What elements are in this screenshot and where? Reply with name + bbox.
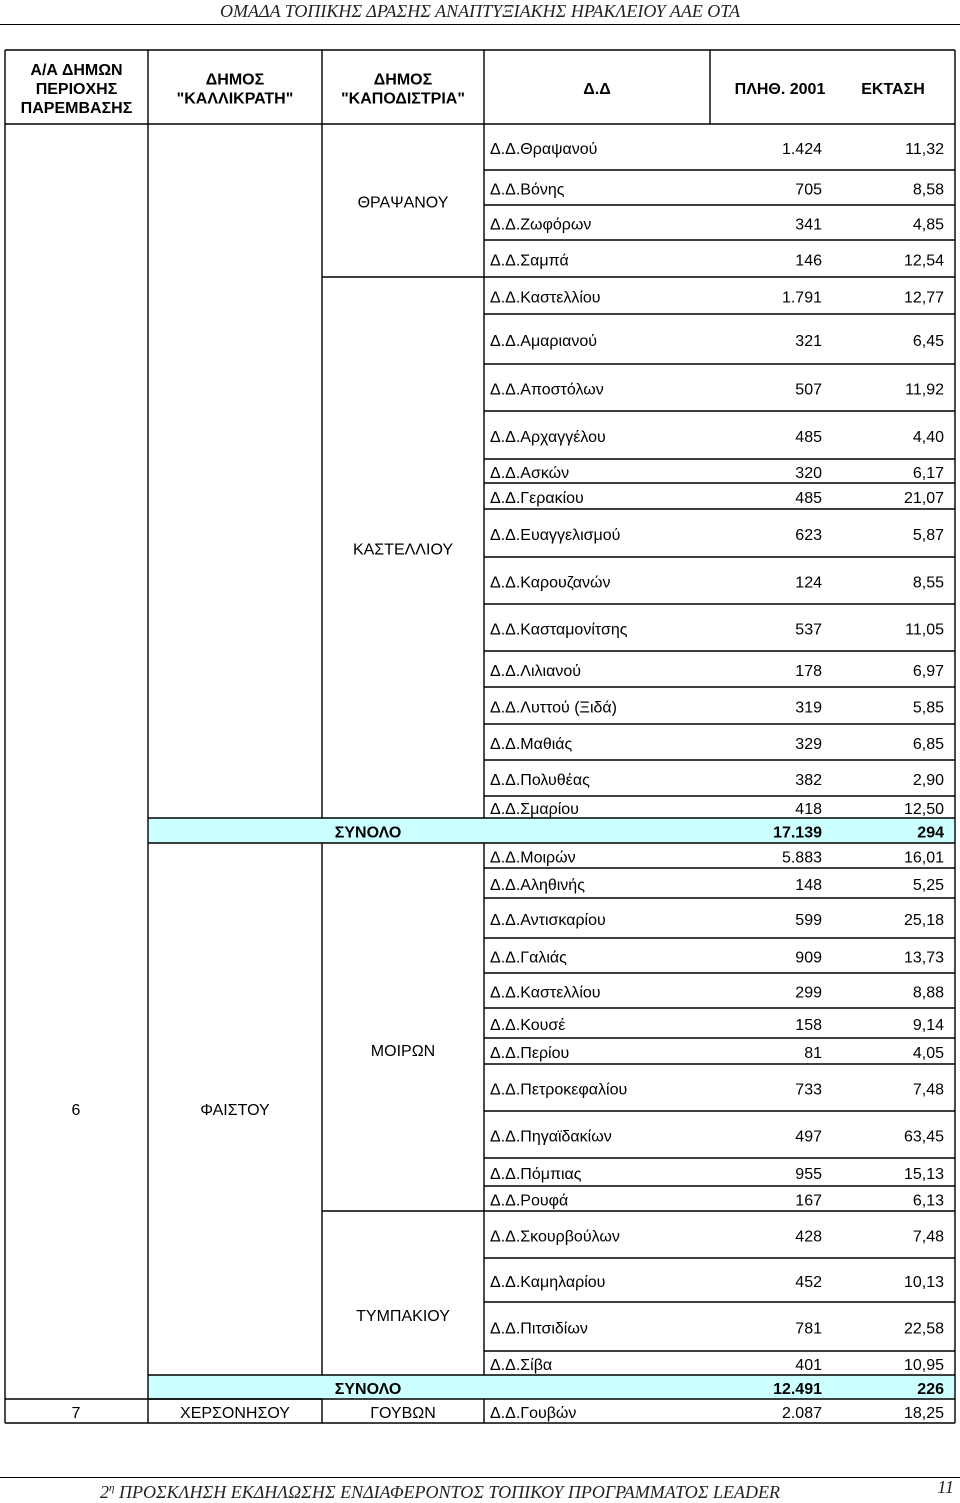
header-kallikratis: "ΚΑΛΛΙΚΡΑΤΗ" (176, 90, 294, 108)
population-value: 320 (795, 465, 822, 482)
area-value: 12,54 (903, 252, 944, 270)
area-value: 6,17 (912, 465, 944, 482)
dd-name: Δ.Δ.Περίου (490, 1045, 570, 1062)
area-value: 16,01 (903, 849, 944, 867)
total-area: 226 (917, 1381, 944, 1398)
area-value: 4,40 (912, 429, 944, 446)
dd-name: Δ.Δ.Πηγαϊδακίων (490, 1128, 612, 1146)
dd-name: Δ.Δ.Πιτσιδίων (490, 1320, 588, 1338)
footer-prefix: 2 (100, 1482, 109, 1502)
dd-name: Δ.Δ.Σμαρίου (490, 801, 579, 818)
area-value: 5,25 (912, 877, 944, 894)
total-population: 12.491 (773, 1381, 822, 1398)
area-value: 15,13 (903, 1166, 944, 1183)
population-value: 146 (795, 252, 822, 270)
dd-name: Δ.Δ.Ευαγγελισμού (490, 527, 621, 544)
area-value: 7,48 (912, 1081, 944, 1099)
population-value: 329 (795, 736, 822, 753)
area-value: 6,85 (912, 736, 944, 753)
group-tympakiou: ΤΥΜΠΑΚΙΟΥ (356, 1308, 450, 1325)
total-population: 17.139 (773, 824, 822, 842)
population-value: 1.791 (781, 289, 822, 307)
area-value: 63,45 (903, 1128, 944, 1146)
municipality-name: ΦΑΙΣΤΟΥ (200, 1102, 270, 1119)
municipality-name: ΧΕΡΣΟΝΗΣΟΥ (180, 1405, 290, 1422)
area-value: 22,58 (903, 1320, 944, 1338)
area-value: 5,87 (912, 527, 944, 544)
dd-name: Δ.Δ.Αποστόλων (490, 381, 604, 399)
dd-name: Δ.Δ.Καστελλίου (490, 289, 601, 307)
area-value: 4,85 (912, 216, 944, 234)
dd-name: Δ.Δ.Αληθινής (490, 877, 585, 894)
area-value: 5,85 (912, 699, 944, 717)
area-value: 6,13 (912, 1192, 944, 1210)
population-value: 5.883 (781, 849, 822, 867)
population-value: 401 (795, 1357, 822, 1374)
population-value: 485 (795, 429, 822, 446)
municipality-number: 7 (71, 1405, 81, 1422)
area-value: 25,18 (903, 912, 944, 929)
page-number: 11 (937, 1477, 954, 1497)
population-value: 2.087 (781, 1405, 822, 1422)
population-value: 452 (795, 1274, 822, 1291)
area-value: 10,95 (903, 1357, 944, 1374)
dd-name: Δ.Δ.Μοιρών (490, 849, 576, 867)
population-value: 299 (795, 984, 822, 1002)
area-value: 21,07 (903, 490, 944, 507)
population-value: 507 (795, 381, 822, 399)
population-value: 428 (795, 1228, 822, 1246)
area-value: 7,48 (912, 1228, 944, 1246)
dd-name: Δ.Δ.Ρουφά (490, 1192, 569, 1210)
population-value: 178 (795, 663, 822, 680)
area-value: 6,45 (912, 333, 944, 350)
population-value: 733 (795, 1081, 822, 1099)
area-value: 6,97 (912, 663, 944, 680)
dd-name: Δ.Δ.Σίβα (490, 1357, 553, 1374)
population-value: 81 (804, 1045, 822, 1062)
dd-name: Δ.Δ.Σαμπά (490, 252, 569, 270)
population-value: 1.424 (781, 141, 822, 158)
area-value: 13,73 (903, 949, 944, 967)
footer-title: ΠΡΟΣΚΛΗΣΗ ΕΚΔΗΛΩΣΗΣ ΕΝΔΙΑΦΕΡΟΝΤΟΣ ΤΟΠΙΚΟΥ ΠΡΟΓΡΑΜΜΑΤΟΣ LEADER (114, 1482, 780, 1502)
dd-name: Δ.Δ.Καμηλαρίου (490, 1274, 606, 1291)
population-value: 485 (795, 490, 822, 507)
dd-name: Δ.Δ.Αντισκαρίου (490, 912, 606, 929)
dd-name: Δ.Δ.Λιλιανού (490, 663, 581, 680)
group-kastelliou: ΚΑΣΤΕΛΛΙΟΥ (352, 541, 454, 559)
area-value: 2,90 (912, 772, 944, 789)
group-thrapsanou: ΘΡΑΨΑΝΟΥ (357, 194, 449, 212)
total-area: 294 (917, 824, 944, 842)
header-aa: ΠΑΡΕΜΒΑΣΗΣ (20, 100, 133, 117)
dd-name: Δ.Δ.Σκουρβούλων (490, 1228, 620, 1246)
area-value: 11,32 (905, 141, 944, 158)
area-value: 8,55 (912, 574, 944, 592)
header-population: ΠΛΗΘ. 2001 (734, 81, 826, 98)
group-moiron: ΜΟΙΡΩΝ (370, 1043, 436, 1060)
dd-name: Δ.Δ.Λυττού (Ξιδά) (490, 699, 617, 717)
total-row-background (148, 1375, 955, 1399)
dd-name: Δ.Δ.Βόνης (490, 181, 565, 199)
total-label: ΣΥΝΟΛΟ (334, 824, 402, 842)
header-kapodistrias: ΔΗΜΟΣ (373, 71, 433, 89)
population-value: 497 (795, 1128, 822, 1146)
population-value: 167 (795, 1192, 822, 1210)
dd-name: Δ.Δ.Κασταμονίτσης (490, 621, 628, 639)
dd-name: Δ.Δ.Μαθιάς (490, 736, 573, 753)
population-value: 382 (795, 772, 822, 789)
area-value: 4,05 (912, 1045, 944, 1062)
header-dd: Δ.Δ (583, 81, 611, 98)
footer-text (100, 1478, 860, 1502)
dd-name: Δ.Δ.Πετροκεφαλίου (490, 1081, 628, 1099)
dd-name: Δ.Δ.Καρουζανών (490, 574, 611, 592)
header-kapodistrias: "ΚΑΠΟΔΙΣΤΡΙΑ" (341, 90, 465, 108)
dd-name: Δ.Δ.Κουσέ (490, 1017, 566, 1034)
population-value: 781 (795, 1320, 822, 1338)
population-value: 148 (795, 877, 822, 894)
dd-name: Δ.Δ.Πολυθέας (490, 772, 590, 789)
population-value: 599 (795, 912, 822, 929)
page-header: ΟΜΑΔΑ ΤΟΠΙΚΗΣ ΔΡΑΣΗΣ ΑΝΑΠΤΥΞΙΑΚΗΣ ΗΡΑΚΛΕΙΟΥ ΑΑΕ ΟΤΑ (220, 1, 740, 21)
dd-name: Δ.Δ.Γερακίου (490, 490, 584, 507)
area-value: 10,13 (903, 1274, 944, 1291)
population-value: 537 (795, 621, 822, 639)
header-kallikratis: ΔΗΜΟΣ (205, 71, 265, 89)
area-value: 8,88 (912, 984, 944, 1002)
municipality-number: 6 (71, 1102, 81, 1119)
population-value: 124 (795, 574, 822, 592)
dd-name: Δ.Δ.Γουβών (490, 1405, 577, 1422)
population-value: 319 (795, 699, 822, 717)
dd-name: Δ.Δ.Πόμπιας (490, 1166, 582, 1183)
area-value: 11,05 (905, 621, 944, 639)
total-row-background (148, 818, 955, 843)
header-aa: ΠΕΡΙΟΧΗΣ (35, 81, 118, 98)
area-value: 18,25 (903, 1405, 944, 1422)
header-aa: Α/Α ΔΗΜΩΝ (30, 62, 123, 79)
population-value: 623 (795, 527, 822, 544)
area-value: 9,14 (912, 1017, 944, 1034)
dd-name: Δ.Δ.Καστελλίου (490, 984, 601, 1002)
population-value: 705 (795, 181, 822, 199)
footer-superscript: η (109, 1482, 115, 1494)
population-value: 321 (795, 333, 822, 350)
header-area: ΕΚΤΑΣΗ (861, 81, 925, 98)
dd-name: Δ.Δ.Αμαριανού (490, 333, 597, 350)
area-value: 12,77 (903, 289, 944, 307)
dd-name: Δ.Δ.Ζωφόρων (490, 216, 592, 234)
area-value: 8,58 (912, 181, 944, 199)
population-value: 341 (795, 216, 822, 234)
dd-name: Δ.Δ.Θραψανού (490, 141, 598, 158)
population-value: 418 (795, 801, 822, 818)
population-value: 909 (795, 949, 822, 967)
area-value: 12,50 (903, 801, 944, 818)
area-value: 11,92 (905, 381, 944, 399)
population-value: 955 (795, 1166, 822, 1183)
dd-name: Δ.Δ.Ασκών (490, 465, 570, 482)
dd-name: Δ.Δ.Αρχαγγέλου (490, 429, 606, 446)
population-value: 158 (795, 1017, 822, 1034)
group-gouvon: ΓΟΥΒΩΝ (370, 1405, 436, 1422)
total-label: ΣΥΝΟΛΟ (334, 1381, 402, 1398)
dd-name: Δ.Δ.Γαλιάς (490, 949, 567, 967)
